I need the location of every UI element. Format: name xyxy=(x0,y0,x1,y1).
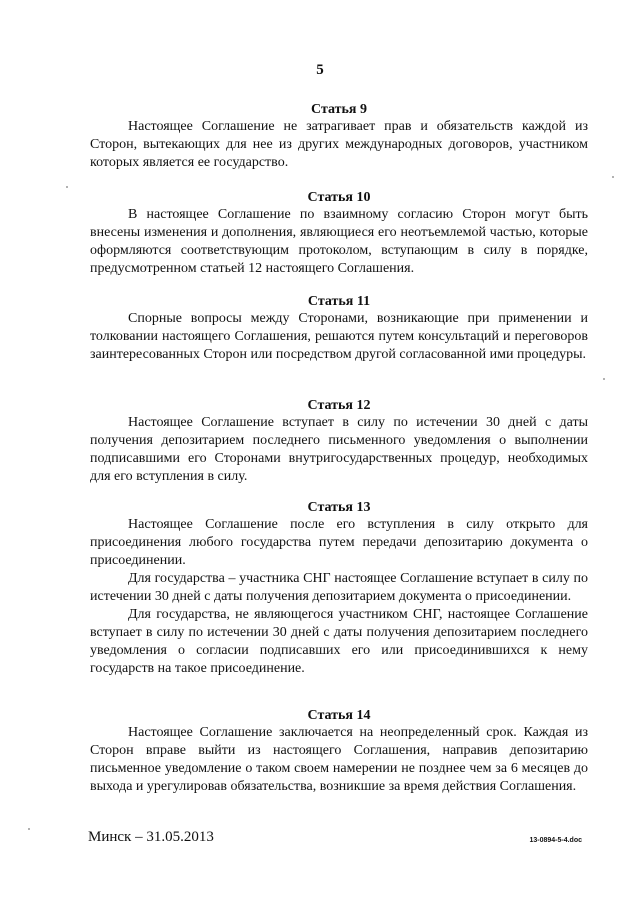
article-10 xyxy=(90,189,588,278)
footer-doc-code: 13-0894-5-4.doc xyxy=(529,837,582,844)
article-heading: Статья 11 xyxy=(307,294,371,309)
footer-place-date: Минск – 31.05.2013 xyxy=(88,829,214,845)
article-heading: Статья 12 xyxy=(307,398,371,413)
article-paragraph: Для государства – участника СНГ настоящее Соглашение вступает в силу по истечении 30 дней с даты получения депозитарием документа о присоединении. xyxy=(90,571,588,604)
article-paragraph: Настоящее Соглашение вступает в силу по истечении 30 дней с даты получения депозитарием последнего письменного уведомления о выполнении подписавшими его Сторонами внутригосударственных процедур, необходимых для его вступления в силу. xyxy=(90,415,588,484)
article-heading: Статья 14 xyxy=(307,708,371,723)
article-12 xyxy=(90,397,588,486)
scan-speck xyxy=(603,378,605,380)
scan-speck xyxy=(66,186,68,188)
article-paragraph: Настоящее Соглашение после его вступления в силу открыто для присоединения любого государства путем передачи депозитарию документа о присоединении. xyxy=(90,517,588,568)
scan-speck xyxy=(28,828,30,830)
article-heading: Статья 9 xyxy=(311,102,367,117)
article-heading: Статья 13 xyxy=(307,500,371,515)
article-14 xyxy=(90,707,588,796)
article-paragraph: Для государства, не являющегося участником СНГ, настоящее Соглашение вступает в силу по истечении 30 дней с даты получения депозитарием последнего уведомления о согласии подписавших его или присоединившихся к нему государств на такое присоединение. xyxy=(90,607,588,676)
article-11 xyxy=(90,293,588,364)
article-heading: Статья 10 xyxy=(307,190,371,205)
page-number: 5 xyxy=(316,62,324,78)
article-paragraph: Настоящее Соглашение не затрагивает прав и обязательств каждой из Сторон, вытекающих для нее из других международных договоров, участником которых является ее государство. xyxy=(90,119,588,170)
article-paragraph: Спорные вопросы между Сторонами, возникающие при применении и толковании настоящего Соглашения, решаются путем консультаций и переговоров заинтересованных Сторон или посредством другой согласованной ими процедуры. xyxy=(90,311,588,362)
article-paragraph: В настоящее Соглашение по взаимному согласию Сторон могут быть внесены изменения и дополнения, являющиеся его неотъемлемой частью, которые оформляются соответствующим протоколом, вступающим в силу в порядке, предусмотренном статьей 12 настоящего Соглашения. xyxy=(90,207,588,276)
article-9 xyxy=(90,101,588,172)
article-paragraph: Настоящее Соглашение заключается на неопределенный срок. Каждая из Сторон вправе выйти из настоящего Соглашения, направив депозитарию письменное уведомление о таком своем намерении не позднее чем за 6 месяцев до выхода и урегулировав обязательства, возникшие за время действия Соглашения. xyxy=(90,725,588,794)
article-13 xyxy=(90,499,588,678)
scan-speck xyxy=(612,176,614,178)
